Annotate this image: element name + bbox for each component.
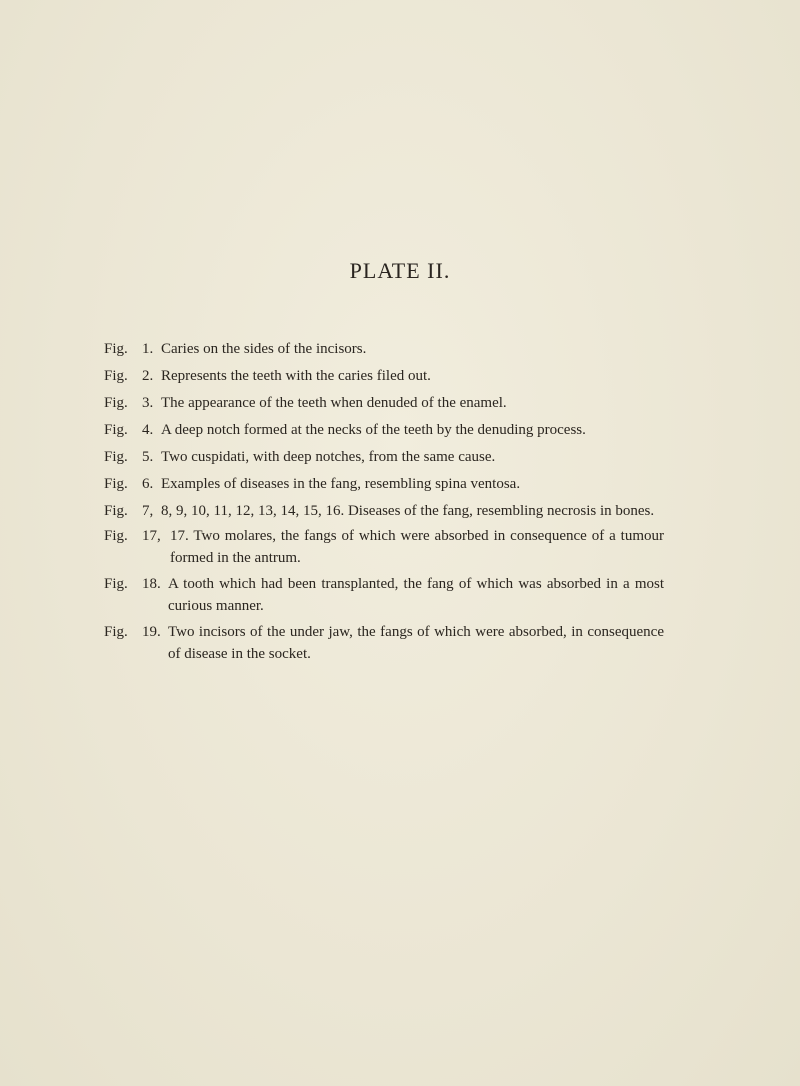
fig-description: Examples of diseases in the fang, resembling spina ventosa. [161, 476, 521, 492]
fig-label: Fig. [104, 576, 128, 592]
fig-description: A tooth which had been transplanted, the fang of which was absorbed in a most curious manner. [168, 576, 664, 614]
fig-label: Fig. [104, 341, 128, 357]
fig-label: Fig. [104, 449, 128, 465]
fig-description: Represents the teeth with the caries filed out. [161, 368, 431, 384]
figure-caption [104, 573, 664, 617]
fig-label: Fig. [104, 528, 128, 544]
fig-label: Fig. [104, 503, 128, 519]
figure-caption [104, 419, 664, 441]
figure-caption [104, 621, 664, 665]
fig-number: 4. [142, 422, 154, 438]
fig-number: 5. [142, 449, 154, 465]
fig-label: Fig. [104, 624, 128, 640]
figure-caption [104, 338, 664, 360]
fig-label: Fig. [104, 422, 128, 438]
fig-description: Two cuspidati, with deep notches, from the same cause. [161, 449, 496, 465]
fig-description: The appearance of the teeth when denuded of the enamel. [161, 395, 507, 411]
figure-caption [104, 473, 664, 495]
figure-caption [104, 500, 664, 522]
fig-label: Fig. [104, 368, 128, 384]
fig-number: 19. [142, 624, 161, 640]
fig-label: Fig. [104, 476, 128, 492]
fig-label: Fig. [104, 395, 128, 411]
fig-description: Caries on the sides of the incisors. [161, 341, 367, 357]
figure-caption-list [104, 338, 664, 670]
fig-number: 1. [142, 341, 154, 357]
fig-description: Two incisors of the under jaw, the fangs of which were absorbed, in consequence of disease in the socket. [168, 624, 664, 662]
fig-number: 7, [142, 503, 154, 519]
figure-caption [104, 365, 664, 387]
fig-number: 18. [142, 576, 161, 592]
fig-description: 8, 9, 10, 11, 12, 13, 14, 15, 16. Diseases of the fang, resembling necrosis in bones. [161, 503, 655, 519]
fig-number: 6. [142, 476, 154, 492]
figure-caption [104, 392, 664, 414]
figure-caption [104, 525, 664, 569]
fig-number: 3. [142, 395, 154, 411]
fig-description: A deep notch formed at the necks of the teeth by the denuding process. [161, 422, 586, 438]
plate-title: PLATE II. [349, 258, 451, 283]
fig-description: 17. Two molares, the fangs of which were absorbed in consequence of a tumour formed in the antrum. [170, 528, 664, 566]
fig-number: 17, [142, 528, 161, 544]
figure-caption [104, 446, 664, 468]
fig-number: 2. [142, 368, 154, 384]
